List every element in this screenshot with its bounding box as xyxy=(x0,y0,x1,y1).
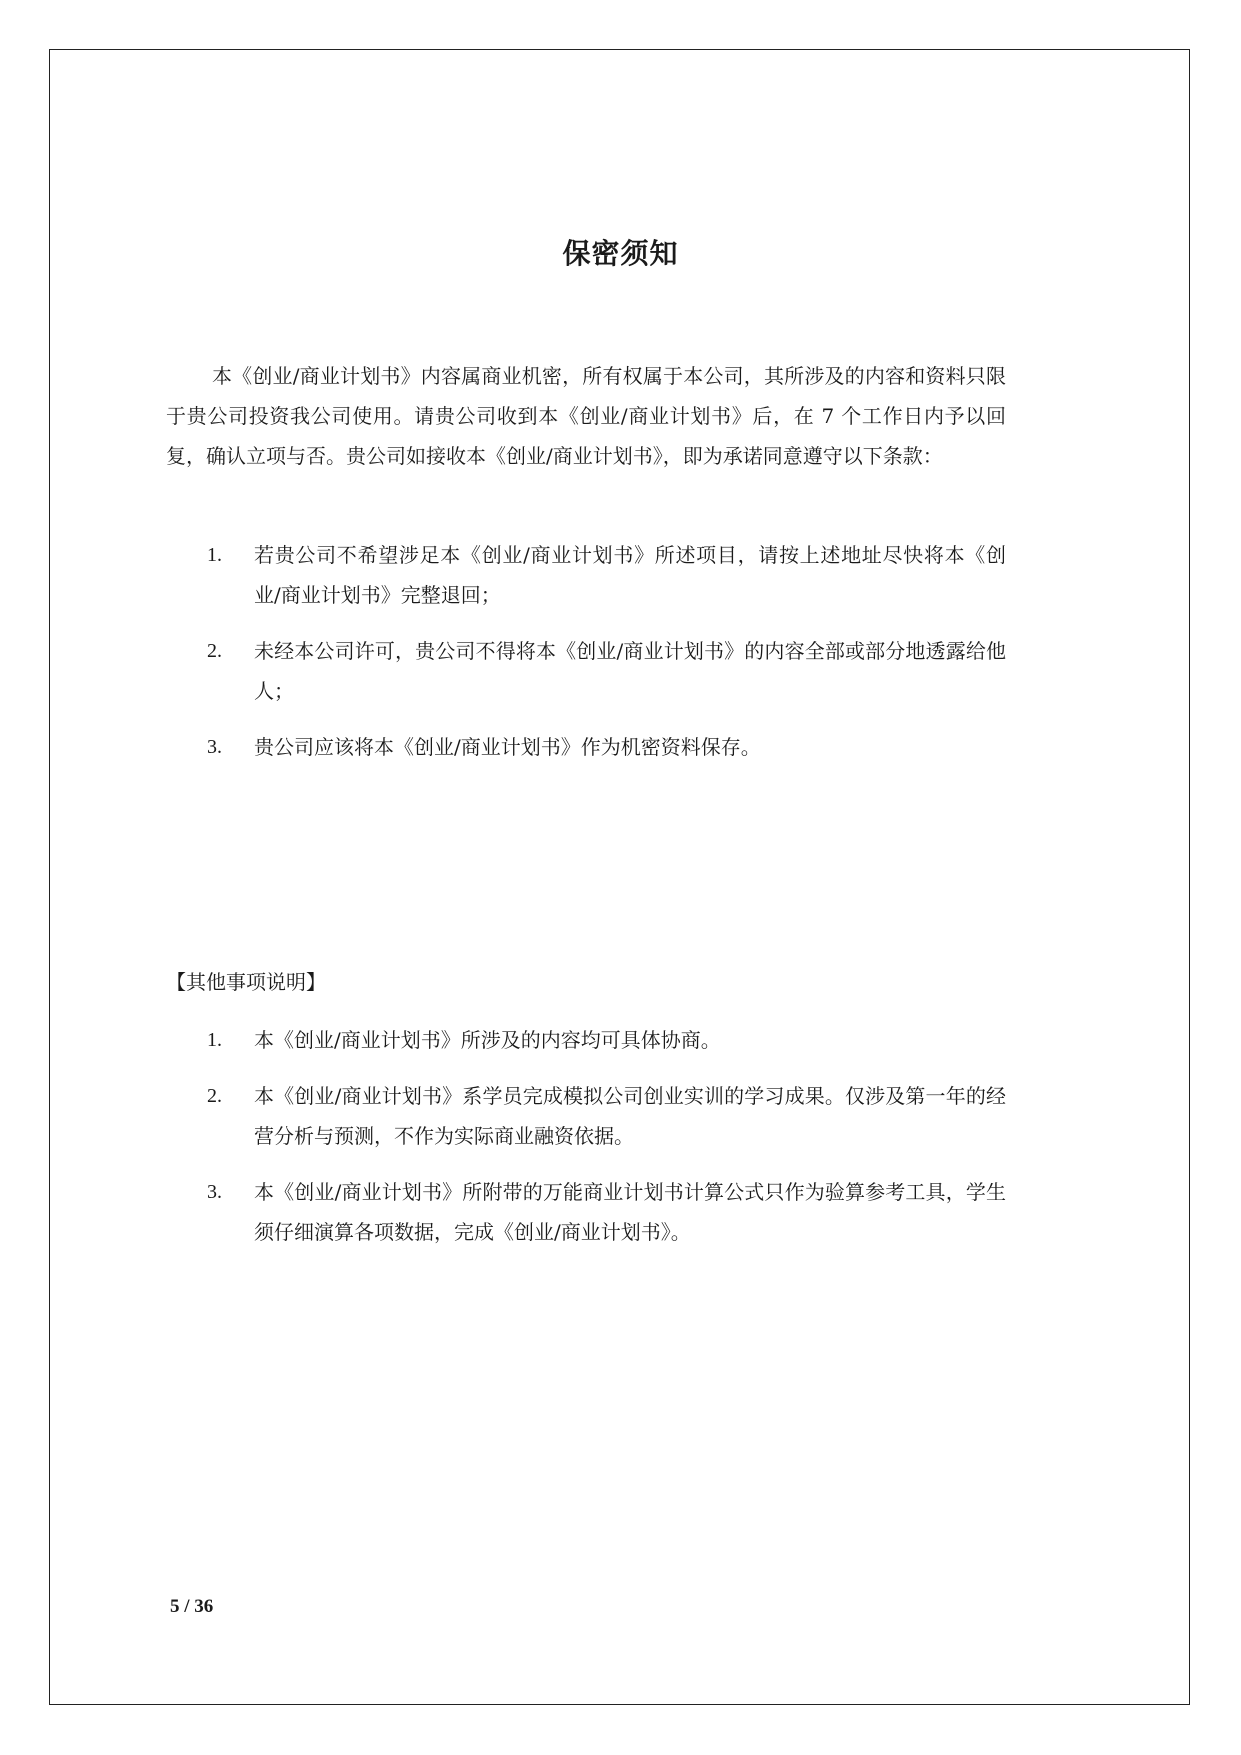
page-border xyxy=(49,49,1190,1705)
list-item-text: 未经本公司许可，贵公司不得将本《创业/商业计划书》的内容全部或部分地透露给他人； xyxy=(254,639,1006,703)
list-item-text: 本《创业/商业计划书》所附带的万能商业计划书计算公式只作为验算参考工具，学生须仔细演算各项数据，完成《创业/商业计划书》。 xyxy=(254,1180,1006,1244)
list-item-text: 若贵公司不希望涉足本《创业/商业计划书》所述项目，请按上述地址尽快将本《创业/商业计划书》完整退回； xyxy=(254,543,1006,607)
other-notes-heading: 【其他事项说明】 xyxy=(166,970,326,994)
list-item-text: 本《创业/商业计划书》所涉及的内容均可具体协商。 xyxy=(254,1028,721,1052)
list-item xyxy=(166,535,1006,615)
list-item-number: 1. xyxy=(207,544,222,566)
list-item-number: 3. xyxy=(207,1181,222,1203)
list-item-number: 2. xyxy=(207,1085,222,1107)
list-item-number: 1. xyxy=(207,1029,222,1051)
list-item xyxy=(166,1020,1006,1060)
page-number: 5 / 36 xyxy=(170,1596,214,1617)
list-item xyxy=(166,1076,1006,1156)
list-item-text: 本《创业/商业计划书》系学员完成模拟公司创业实训的学习成果。仅涉及第一年的经营分析与预测，不作为实际商业融资依据。 xyxy=(254,1084,1006,1148)
list-item-number: 2. xyxy=(207,640,222,662)
confidentiality-terms-list xyxy=(166,535,1006,783)
page-title: 保密须知 xyxy=(562,237,679,270)
intro-paragraph: 本《创业/商业计划书》内容属商业机密，所有权属于本公司，其所涉及的内容和资料只限于贵公司投资我公司使用。请贵公司收到本《创业/商业计划书》后，在 7 个工作日内予以回复，确认立项与否。贵公司如接收本《创业/商业计划书》，即为承诺同意遵守以下条款： xyxy=(166,364,1006,468)
list-item xyxy=(166,727,1006,767)
other-notes-list xyxy=(166,1020,1006,1268)
list-item xyxy=(166,631,1006,711)
list-item xyxy=(166,1172,1006,1252)
list-item-text: 贵公司应该将本《创业/商业计划书》作为机密资料保存。 xyxy=(254,735,761,759)
list-item-number: 3. xyxy=(207,736,222,758)
